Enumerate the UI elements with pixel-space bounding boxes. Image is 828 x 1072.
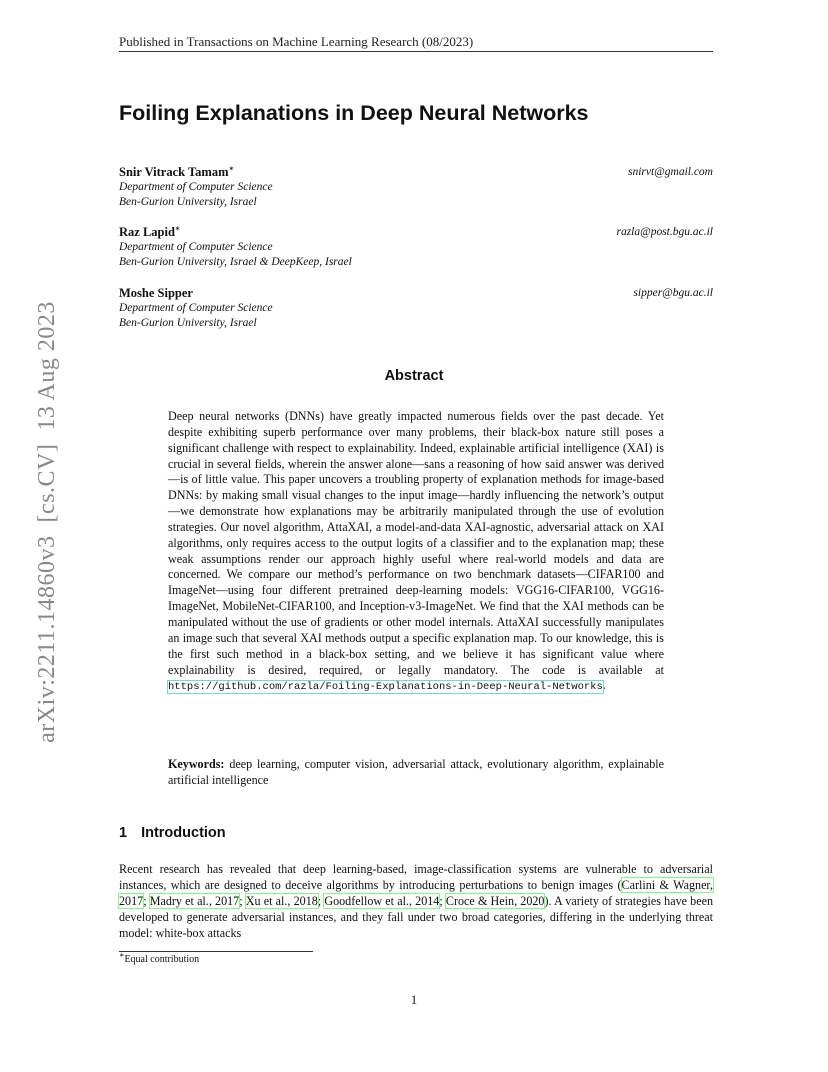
section-heading: 1 Introduction	[119, 825, 226, 841]
author-block-3	[119, 285, 713, 331]
intro-paragraph: Recent research has revealed that deep learning-based, image-classification systems are vulnerable to adversarial instances, which are designed to deceive algorithms by introducing perturbations to benign images (Carlini & Wagner, 2017; Madry et al., 2017; Xu et al., 2018; Goodfellow et al., 2014; Croce & Hein, 2020). A variety of strategies have been developed to generate adversarial instances, and they fall under two broad categories, differing in the underlying threat model: white-box attacks	[119, 862, 714, 941]
author-block-1	[119, 164, 713, 210]
author-department: Department of Computer Science	[119, 302, 273, 314]
author-department: Department of Computer Science	[119, 241, 273, 253]
footnote: ∗Equal contribution	[119, 950, 200, 965]
page-number: 1	[410, 993, 418, 1007]
author-name: Snir Vitrack Tamam∗	[119, 163, 235, 179]
author-email[interactable]: snirvt@gmail.com	[627, 166, 713, 178]
author-email[interactable]: razla@post.bgu.ac.il	[616, 226, 713, 238]
abstract-heading: Abstract	[384, 368, 444, 384]
citation-link[interactable]: Carlini & Wagner, 2017	[119, 878, 714, 909]
abstract-text: Deep neural networks (DNNs) have greatly impacted numerous fields over the past decade. Yet despite exhibiting superb performance over many problems, their black-box nature still poses a significant challenge with respect to explainability. Indeed, explainable artificial intelligence (XAI) is crucial in several fields, wherein the answer alone—sans a reasoning of how said answer was derived—is of little value. This paper uncovers a troubling property of explanation methods for image-based DNNs: by making small visual changes to the input image—hardly influencing the network’s output—we demonstrate how explanations may be arbitrarily manipulated through the use of evolution strategies. Our novel algorithm, AttaXAI, a model-and-data XAI-agnostic, adversarial attack on XAI algorithms, only requires access to the output logits of a classifier and to the explanation map; these weak assumptions render our approach highly useful where real-world models and data are concerned. We compare our method’s performance on two benchmark datasets—CIFAR100 and ImageNet—using four different pretrained deep-learning models: VGG16-CIFAR100, VGG16-ImageNet, MobileNet-CIFAR100, and Inception-v3-ImageNet. We find that the XAI methods can be manipulated without the use of gradients or other model internals. AttaXAI successfully manipulates an image such that several XAI methods output a specific explanation map. To our knowledge, this is the first such method in a black-box setting, and we believe it has significant value where explainability is desired, required, or legally mandatory. The code is available at https://github.com/razla/Foiling-Explanations-in-Deep-Neural-Networks.	[168, 409, 664, 694]
citation-link[interactable]: Madry et al., 2017	[149, 894, 240, 909]
citation-link[interactable]: Xu et al., 2018	[245, 894, 318, 909]
citation-link[interactable]: Croce & Hein, 2020	[445, 894, 545, 909]
author-name: Moshe Sipper	[119, 286, 193, 300]
author-email[interactable]: sipper@bgu.ac.il	[633, 287, 713, 299]
citation-link[interactable]: Goodfellow et al., 2014	[324, 894, 440, 909]
arxiv-stamp-text: arXiv:2211.14860v3 [cs.CV] 13 Aug 2023	[34, 301, 60, 743]
header-rule	[119, 51, 713, 52]
keywords-label: Keywords:	[168, 757, 225, 771]
author-affiliation: Ben-Gurion University, Israel	[119, 196, 257, 208]
running-header: Published in Transactions on Machine Learning Research (08/2023)	[119, 34, 474, 49]
author-block-2	[119, 224, 713, 270]
footnote-rule	[119, 951, 313, 952]
author-name: Raz Lapid∗	[119, 223, 181, 239]
author-affiliation: Ben-Gurion University, Israel	[119, 317, 257, 329]
keywords	[168, 757, 664, 789]
paper-title: Foiling Explanations in Deep Neural Networks	[119, 101, 589, 125]
author-affiliation: Ben-Gurion University, Israel & DeepKeep, Israel	[119, 256, 352, 268]
keywords-text: deep learning, computer vision, adversarial attack, evolutionary algorithm, explainable artificial intelligence	[168, 757, 664, 787]
code-link[interactable]: https://github.com/razla/Foiling-Explanations-in-Deep-Neural-Networks	[168, 681, 603, 694]
author-department: Department of Computer Science	[119, 181, 273, 193]
